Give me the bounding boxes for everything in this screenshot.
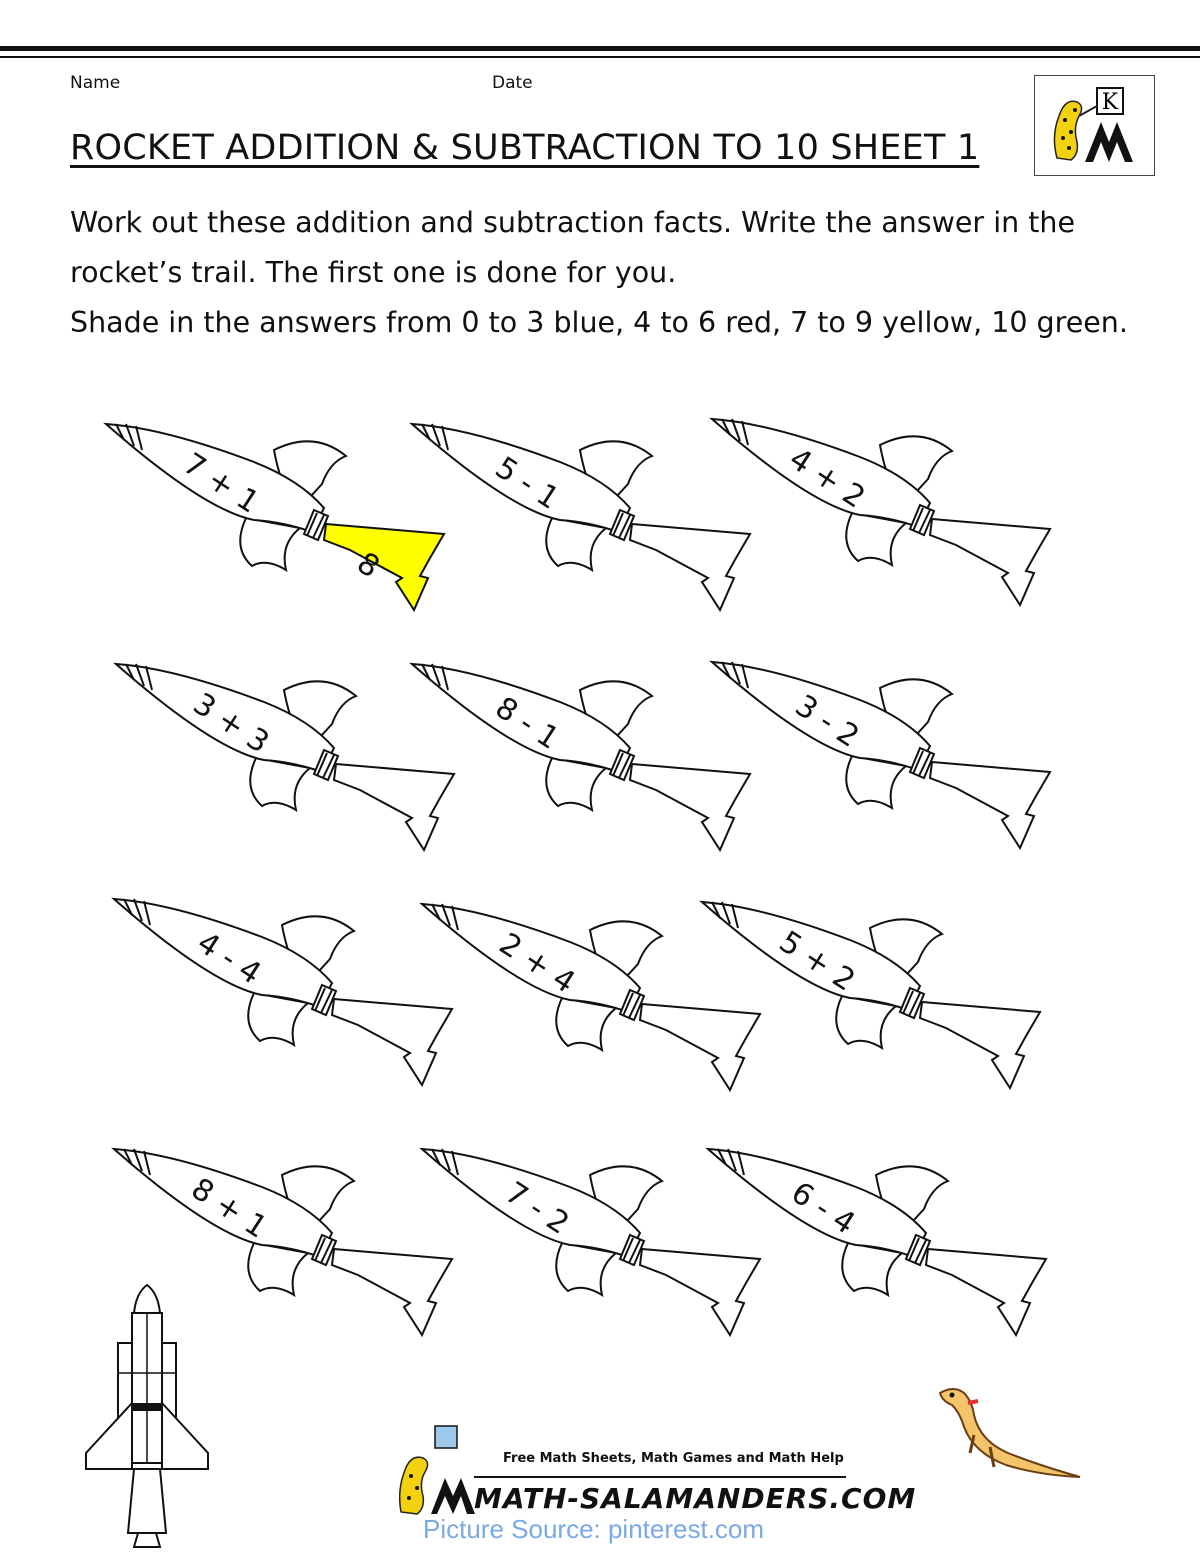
rocket-icon [700,888,1060,1118]
space-shuttle-icon [84,1283,210,1549]
rocket-problem [112,885,472,1115]
rocket-problem [710,648,1070,878]
rocket-expression: 2 + 4 [492,926,582,1001]
footer-logo-icon [395,1420,475,1516]
picture-source[interactable]: Picture Source: pinterest.com [423,1514,765,1544]
header-rule-thin [0,56,1200,58]
rocket-answer[interactable]: 8 [350,545,386,586]
rocket-icon [710,648,1070,878]
rocket-problem [710,405,1070,635]
kindergarten-logo [1034,75,1155,176]
rocket-expression: 7 - 2 [498,1175,576,1242]
rocket-icon [706,1135,1066,1365]
rocket-problem [700,888,1060,1118]
salamander-logo-icon [1035,76,1156,177]
date-label: Date [492,73,533,93]
rocket-expression: 3 - 2 [788,688,866,755]
footer-site-name[interactable]: MATH-SALAMANDERS.COM [474,1482,917,1515]
instruction-line-1: Work out these addition and subtraction facts. Write the answer in the [70,206,1076,239]
rocket-icon [112,885,472,1115]
instruction-line-2: rocket’s trail. The first one is done for you. [70,256,677,289]
footer-tagline: Free Math Sheets, Math Games and Math Help [503,1451,844,1466]
rocket-expression: 7 + 1 [176,446,266,521]
rocket-icon [710,405,1070,635]
rocket-expression: 4 - 4 [190,925,268,992]
name-label: Name [70,73,121,93]
header-rule-thick [0,46,1200,51]
rocket-expression: 8 + 1 [184,1171,274,1246]
rocket-expression: 5 + 2 [772,924,862,999]
worksheet-title: ROCKET ADDITION & SUBTRACTION TO 10 SHEET 1 [70,128,980,168]
rocket-expression: 8 - 1 [488,690,566,757]
rocket-expression: 6 - 4 [784,1175,862,1242]
salamander-icon [934,1383,1084,1483]
instruction-line-3: Shade in the answers from 0 to 3 blue, 4 to 6 red, 7 to 9 yellow, 10 green. [70,306,1128,339]
svg-text:K: K [1101,90,1119,115]
footer-rule [474,1476,846,1478]
rocket-expression: 5 - 1 [488,450,566,517]
rocket-problem [706,1135,1066,1365]
rocket-expression: 3 + 3 [186,686,276,761]
rocket-expression: 4 + 2 [782,441,872,516]
